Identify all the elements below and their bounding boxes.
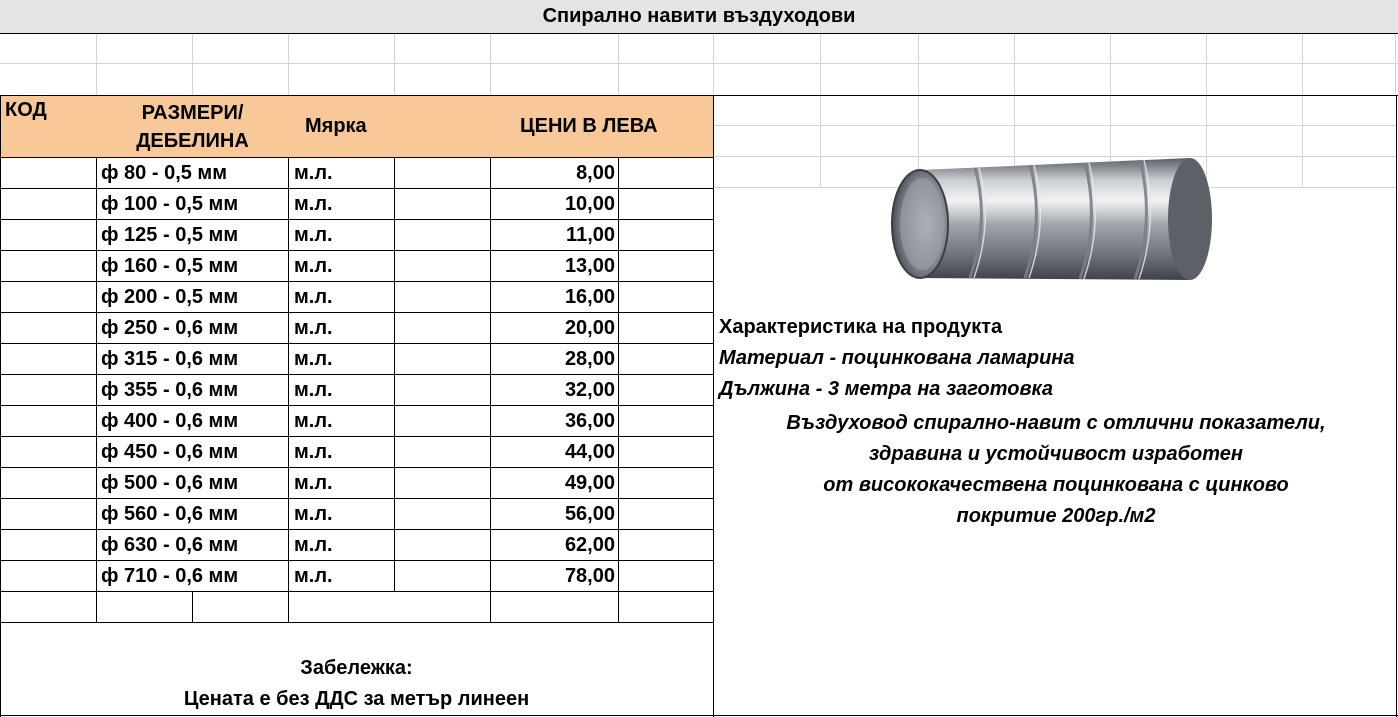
price-cell: 44,00 bbox=[564, 441, 615, 463]
header-size-line1: РАЗМЕРИ/ bbox=[141, 102, 244, 124]
table-row bbox=[0, 282, 713, 313]
size-cell: ф 630 - 0,6 мм bbox=[101, 534, 239, 556]
price-cell: 10,00 bbox=[564, 193, 615, 215]
table-row bbox=[0, 499, 713, 530]
characteristics-material: Материал - поцинкована ламарина bbox=[719, 347, 1075, 369]
header-price: ЦЕНИ В ЛЕВА bbox=[520, 115, 658, 137]
product-description bbox=[714, 408, 1398, 532]
price-cell: 16,00 bbox=[564, 286, 615, 308]
size-cell: ф 355 - 0,6 мм bbox=[101, 379, 239, 401]
price-cell: 20,00 bbox=[564, 317, 615, 339]
price-cell: 28,00 bbox=[564, 348, 615, 370]
price-cell: 13,00 bbox=[564, 255, 615, 277]
price-cell: 36,00 bbox=[564, 410, 615, 432]
size-cell: ф 250 - 0,6 мм bbox=[101, 317, 239, 339]
header-code: КОД bbox=[5, 99, 47, 121]
unit-cell: м.л. bbox=[294, 255, 333, 277]
note bbox=[0, 653, 713, 715]
size-cell: ф 80 - 0,5 мм bbox=[101, 162, 228, 184]
size-cell: ф 450 - 0,6 мм bbox=[101, 441, 239, 463]
price-cell: 56,00 bbox=[564, 503, 615, 525]
size-cell: ф 560 - 0,6 мм bbox=[101, 503, 239, 525]
table-row bbox=[0, 251, 713, 282]
size-cell: ф 500 - 0,6 мм bbox=[101, 472, 239, 494]
table-row bbox=[0, 561, 713, 592]
size-cell: ф 200 - 0,5 мм bbox=[101, 286, 239, 308]
characteristics-length: Дължина - 3 метра на заготовка bbox=[719, 378, 1054, 400]
table-row bbox=[0, 313, 713, 344]
size-cell: ф 125 - 0,5 мм bbox=[101, 224, 239, 246]
table-row bbox=[0, 158, 713, 189]
description-line-2: здравина и устойчивост изработен bbox=[869, 443, 1243, 465]
table-row bbox=[0, 437, 713, 468]
unit-cell: м.л. bbox=[294, 472, 333, 494]
table-row bbox=[0, 468, 713, 499]
table-row bbox=[0, 220, 713, 251]
price-cell: 62,00 bbox=[564, 534, 615, 556]
unit-cell: м.л. bbox=[294, 565, 333, 587]
unit-cell: м.л. bbox=[294, 348, 333, 370]
table-row bbox=[0, 375, 713, 406]
price-cell: 78,00 bbox=[564, 565, 615, 587]
header-size-line2: ДЕБЕЛИНА bbox=[136, 130, 249, 152]
sheet-title: Спирално навити въздуходови bbox=[0, 0, 1398, 34]
unit-cell: м.л. bbox=[294, 162, 333, 184]
price-cell: 11,00 bbox=[566, 224, 615, 246]
unit-cell: м.л. bbox=[294, 379, 333, 401]
note-label: Забележка: bbox=[300, 657, 413, 679]
note-text: Цената е без ДДС за метър линеен bbox=[183, 688, 530, 710]
unit-cell: м.л. bbox=[294, 503, 333, 525]
table-row bbox=[0, 189, 713, 220]
table-row bbox=[0, 406, 713, 437]
size-cell: ф 400 - 0,6 мм bbox=[101, 410, 239, 432]
unit-cell: м.л. bbox=[294, 534, 333, 556]
header-unit: Мярка bbox=[305, 115, 367, 137]
size-cell: ф 100 - 0,5 мм bbox=[101, 193, 239, 215]
table-row bbox=[0, 530, 713, 561]
price-cell: 8,00 bbox=[576, 162, 615, 184]
description-line-4: покритие 200гр./м2 bbox=[956, 505, 1156, 527]
characteristics-title: Характеристика на продукта bbox=[719, 316, 1003, 338]
description-line-3: от висококачествена поцинкована с цинково bbox=[823, 474, 1289, 496]
spiral-duct-image bbox=[890, 150, 1220, 295]
unit-cell: м.л. bbox=[294, 317, 333, 339]
unit-cell: м.л. bbox=[294, 410, 333, 432]
unit-cell: м.л. bbox=[294, 286, 333, 308]
price-cell: 32,00 bbox=[564, 379, 615, 401]
price-cell: 49,00 bbox=[564, 472, 615, 494]
size-cell: ф 160 - 0,5 мм bbox=[101, 255, 239, 277]
table-header bbox=[0, 95, 713, 157]
unit-cell: м.л. bbox=[294, 441, 333, 463]
description-line-1: Въздуховод спирално-навит с отлични показатели, bbox=[786, 412, 1326, 434]
size-cell: ф 315 - 0,6 мм bbox=[101, 348, 239, 370]
size-cell: ф 710 - 0,6 мм bbox=[101, 565, 239, 587]
unit-cell: м.л. bbox=[294, 193, 333, 215]
table-row bbox=[0, 344, 713, 375]
header-size bbox=[100, 99, 285, 155]
unit-cell: м.л. bbox=[294, 224, 333, 246]
